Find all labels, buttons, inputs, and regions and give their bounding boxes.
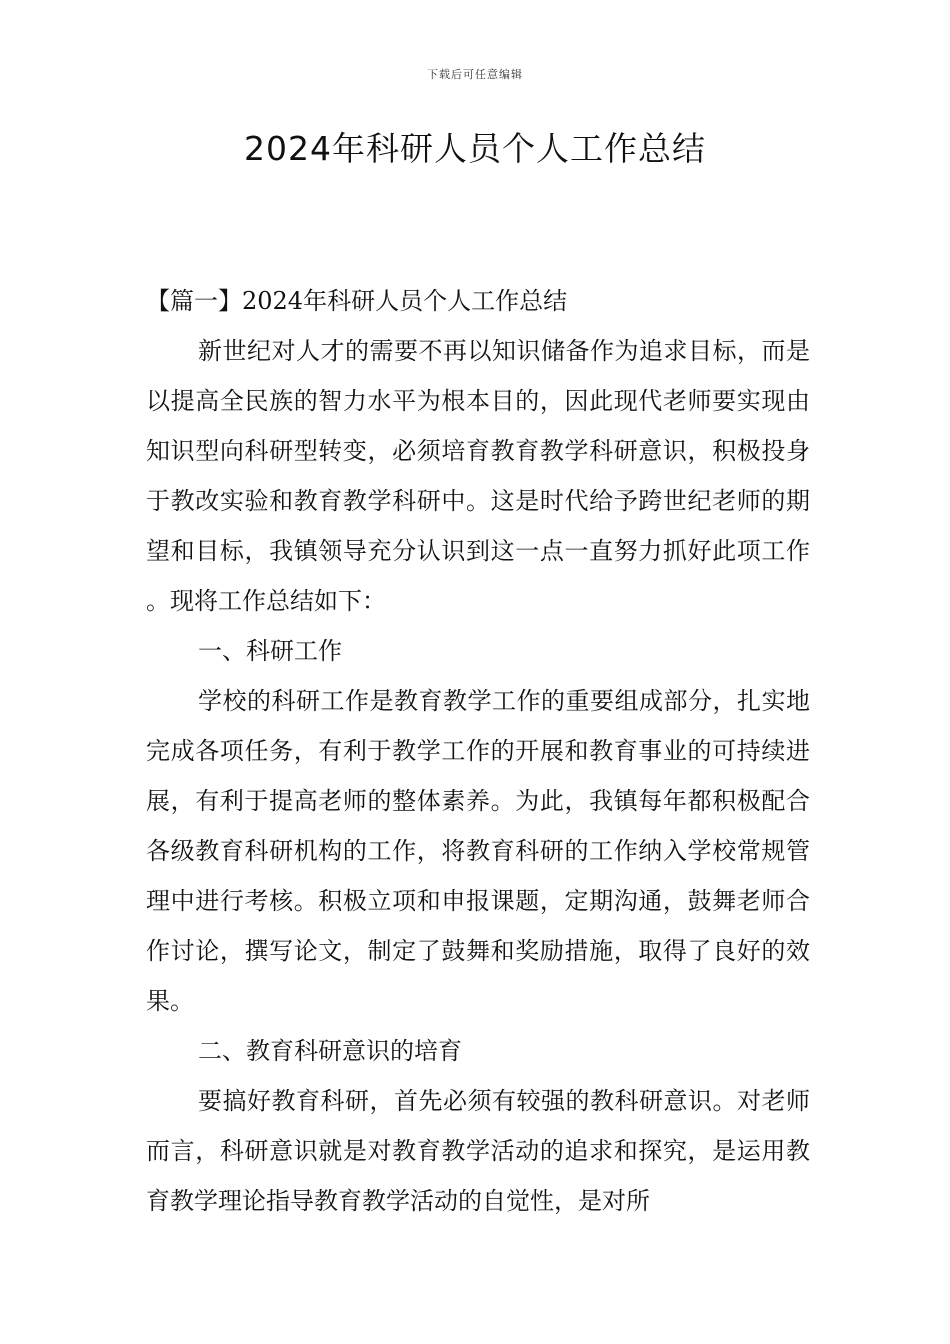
document-title: 2024年科研人员个人工作总结	[244, 129, 706, 168]
header-note: 下载后可任意编辑	[427, 68, 523, 81]
intro-paragraph: 新世纪对人才的需要不再以知识储备作为追求目标，而是以提高全民族的智力水平为根本目的，因此现代老师要实现由知识型向科研型转变，必须培育教育教学科研意识，积极投身于教改实验和教育教学科研中。这是时代给予跨世纪老师的期望和目标，我镇领导充分认识到这一点一直努力抓好此项工作。现将工作总结如下：	[146, 337, 810, 615]
chapter-heading: 【篇一】2024年科研人员个人工作总结	[146, 287, 568, 315]
section-1-paragraph: 学校的科研工作是教育教学工作的重要组成部分，扎实地完成各项任务，有利于教学工作的开展和教育事业的可持续进展，有利于提高老师的整体素养。为此，我镇每年都积极配合各级教育科研机构的工作，将教育科研的工作纳入学校常规管理中进行考核。积极立项和申报课题，定期沟通，鼓舞老师合作讨论，撰写论文，制定了鼓舞和奖励措施，取得了良好的效果。	[146, 687, 810, 1015]
document-body	[146, 276, 810, 1226]
section-2-heading: 二、教育科研意识的培育	[198, 1037, 462, 1065]
section-1-heading: 一、科研工作	[198, 637, 342, 665]
section-2-paragraph: 要搞好教育科研，首先必须有较强的教科研意识。对老师而言，科研意识就是对教育教学活动的追求和探究，是运用教育教学理论指导教育教学活动的自觉性，是对所	[146, 1087, 810, 1215]
